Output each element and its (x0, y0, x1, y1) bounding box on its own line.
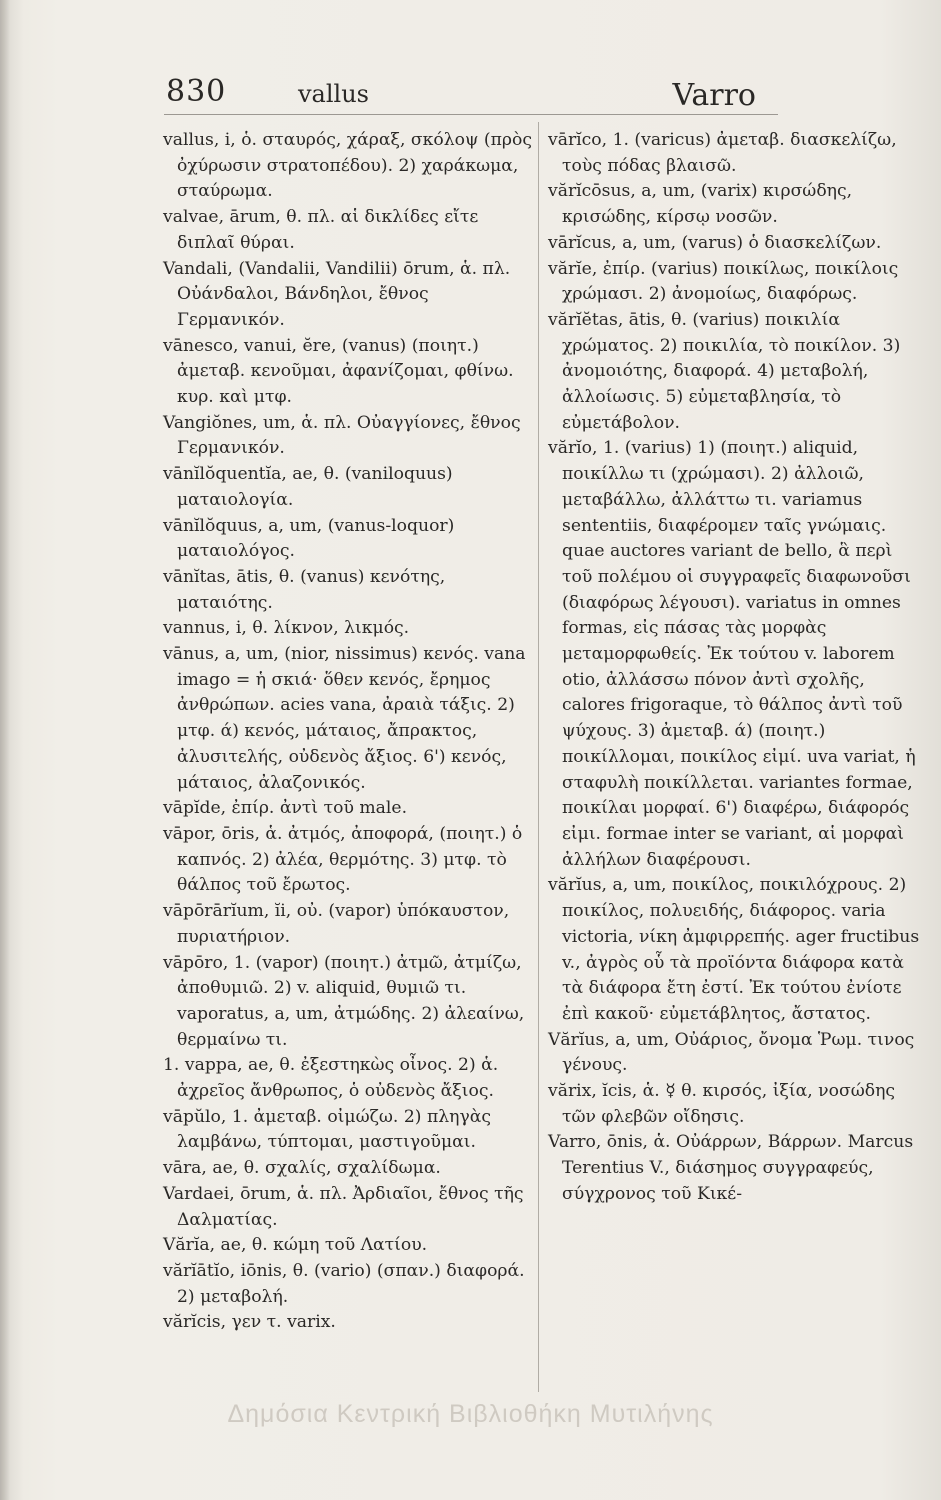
dictionary-entry: Vărĭus, a, um, Οὐάριος, ὄνομα Ῥωμ. τινος γένους. (548, 1029, 915, 1076)
right-column (548, 128, 920, 1208)
dictionary-entry: valvae, ārum, θ. πλ. αἱ δικλίδες εἴτε διπλαῖ θύραι. (163, 207, 479, 253)
binding-shadow (0, 0, 10, 1500)
dictionary-entry: vārĭcus, a, um, (varus) ὁ διασκελίζων. (548, 232, 882, 253)
dictionary-entry: vannus, i, θ. λίκνον, λικμός. (163, 618, 410, 639)
dictionary-entry: Vărĭa, ae, θ. κώμη τοῦ Λατίου. (163, 1235, 428, 1256)
dictionary-entry: Vangiŏnes, um, ἁ. πλ. Οὐαγγίονες, ἔθνος Γερμανικόν. (163, 412, 521, 459)
guide-word-right: Varro (672, 78, 756, 113)
dictionary-entry: vāpōrārĭum, ĭi, οὐ. (vapor) ὑπόκαυστον, πυριατήριον. (163, 901, 510, 947)
dictionary-entry: vărĭcis, γεν τ. varix. (163, 1312, 336, 1333)
dictionary-entry: vărĭcōsus, a, um, (varix) κιρσώδης, κρισώδης, κίρσῳ νοσῶν. (548, 181, 853, 228)
dictionary-entry: vărĭe, ἐπίρ. (varius) ποικίλως, ποικίλοις χρώμασι. 2) ἀνομοίως, διαφόρως. (548, 258, 899, 305)
dictionary-entry: Vardaei, ōrum, ἁ. πλ. Ἀρδιαῖοι, ἔθνος τῆς Δαλματίας. (163, 1183, 524, 1230)
dictionary-entry: vărĭus, a, um, ποικίλος, ποικιλόχρους. 2) ποικίλος, πολυειδής, διάφορος. varia victoria, νίκη ἀμφιρρεπής. ager fructibus v., ἀγρὸς οὗ τὰ προϊόντα διάφορα κατὰ τὰ διάφορα ἔτη ἐστί. Ἐκ τούτου ἐνίοτε ἐπὶ κακοῦ· εὐμετάβλητος, ἄστατος. (548, 875, 920, 1024)
dictionary-entry: vărĭātĭo, iōnis, θ. (vario) (σπαν.) διαφορά. 2) μεταβολή. (163, 1260, 525, 1307)
dictionary-entry: vărĭĕtas, ātis, θ. (varius) ποικιλία χρώματος. 2) ποικιλία, τὸ ποικίλον. 3) ἀνομοιότης, διαφορά. 4) μεταβολή, ἀλλοίωσις. 5) εὐμεταβλησία, τὸ εὐμετάβολον. (548, 309, 901, 433)
page-header (166, 74, 776, 114)
dictionary-entry: vārĭco, 1. (varicus) ἀμεταβ. διασκελίζω, τοὺς πόδας βλαισῶ. (548, 130, 897, 176)
dictionary-entry: vānesco, vanui, ĕre, (vanus) (ποιητ.) ἀμεταβ. κενοῦμαι, ἀφανίζομαι, φθίνω. κυρ. καὶ μτφ. (163, 335, 514, 408)
dictionary-entry: vānĭtas, ātis, θ. (vanus) κενότης, ματαιότης. (163, 566, 446, 613)
dictionary-entry: vāpŭlo, 1. ἀμεταβ. οἰμώζω. 2) πληγὰς λαμβάνω, τύπτομαι, μαστιγοῦμαι. (163, 1106, 491, 1153)
dictionary-entry: vānus, a, um, (nior, nissimus) κενός. vana imago = ἡ σκιά· ὅθεν κενός, ἔρημος ἀνθρώπων. acies vana, ἀραιὰ τάξις. 2) μτφ. ά) κενός, μάταιος, ἄπρακτος, ἀλυσιτελής, οὐδενὸς ἄξιος. 6') κενός, μάταιος, ἀλαζονικός. (163, 644, 526, 793)
dictionary-entry: 1. vappa, ae, θ. ἐξεστηκὼς οἶνος. 2) ἁ. ἀχρεῖος ἄνθρωπος, ὁ οὐδενὸς ἄξιος. (163, 1055, 499, 1102)
dictionary-entry: vāpĭde, ἐπίρ. ἀντὶ τοῦ male. (163, 798, 408, 819)
dictionary-entry: Varro, ōnis, ἁ. Οὐάρρων, Βάρρων. Marcus Terentius V., διάσημος συγγραφεύς, σύγχρονος τοῦ Κικέ- (548, 1132, 914, 1204)
guide-word-left: vallus (298, 80, 369, 108)
left-column (163, 128, 535, 1336)
page-number: 830 (166, 74, 227, 109)
library-watermark: Δημόσια Κεντρική Βιβλιοθήκη Μυτιλήνης (227, 1400, 714, 1428)
dictionary-entry: Vandali, (Vandalii, Vandilii) ōrum, ἁ. πλ. Οὐάνδαλοι, Βάνδηλοι, ἔθνος Γερμανικόν. (163, 258, 511, 330)
dictionary-entry: vărĭo, 1. (varius) 1) (ποιητ.) aliquid, ποικίλλω τι (χρώμασι). 2) ἀλλοιῶ, μεταβάλλω, ἀλλάττω τι. variamus sententiis, διαφέρομεν ταῖς γνώμαις. quae auctores variant de bello, ἃ περὶ τοῦ πολέμου οἱ συγγραφεῖς διαφωνοῦσι (διαφόρως λέγουσι). variatus in omnes formas, εἰς πάσας τὰς μορφὰς μεταμορφωθείς. Ἐκ τούτου v. laborem otio, ἀλλάσσω πόνον ἀντὶ σχολῆς, calores frigoraque, τὸ θάλπος ἀντὶ τοῦ ψύχους. 3) ἀμεταβ. ά) (ποιητ.) ποικίλλομαι, ποικίλος εἰμί. uva variat, ἡ σταφυλὴ ποικίλλεται. variantes formae, ποικίλαι μορφαί. 6') διαφέρω, διάφορός εἰμι. formae inter se variant, αἱ μορφαὶ ἀλλήλων διαφέρουσι. (548, 438, 916, 870)
dictionary-entry: vallus, i, ὁ. σταυρός, χάραξ, σκόλοψ (πρὸς ὀχύρωσιν στρατοπέδου). 2) χαράκωμα, σταύρωμα. (163, 130, 532, 202)
dictionary-entry: vānĭlŏquentĭa, ae, θ. (vaniloquus) ματαιολογία. (163, 464, 453, 510)
dictionary-entry: vărix, ĭcis, ἁ. ☿ θ. κιρσός, ἰξία, νοσώδης τῶν φλεβῶν οἴδησις. (548, 1081, 895, 1127)
dictionary-entry: vāpōro, 1. (vapor) (ποιητ.) ἀτμῶ, ἀτμίζω, ἀποθυμιῶ. 2) v. aliquid, θυμιῶ τι. vaporatus, a, um, ἀτμώδης. 2) ἀλεαίνω, θερμαίνω τι. (163, 952, 525, 1050)
dictionary-entry: vānĭlŏquus, a, um, (vanus-loquor) ματαιολόγος. (163, 515, 455, 562)
dictionary-entry: vāpor, ōris, ἁ. ἀτμός, ἀποφορά, (ποιητ.) ὁ καπνός. 2) ἀλέα, θερμότης. 3) μτφ. τὸ θάλπος τοῦ ἔρωτος. (163, 823, 523, 896)
column-divider (538, 122, 539, 1392)
dictionary-entry: vāra, ae, θ. σχαλίς, σχαλίδωμα. (163, 1158, 441, 1179)
header-rule (164, 114, 778, 115)
